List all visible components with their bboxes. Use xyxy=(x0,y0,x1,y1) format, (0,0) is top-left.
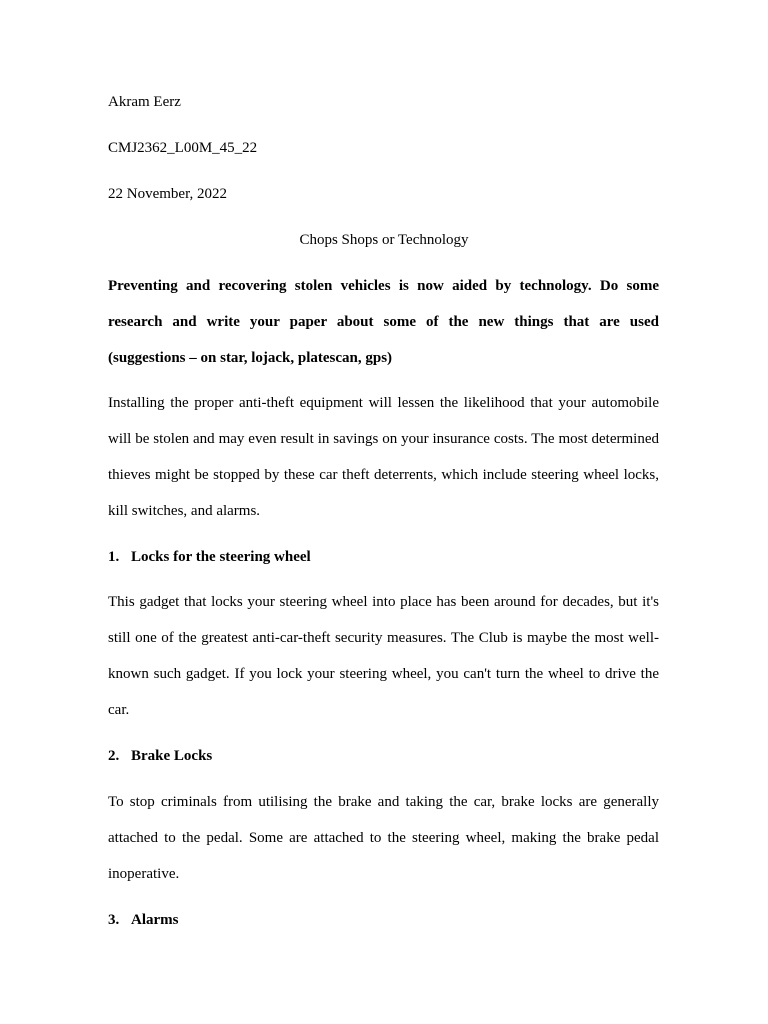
section-number: 3. xyxy=(108,912,120,928)
author-name: Akram Eerz xyxy=(108,94,181,110)
document-title: Chops Shops or Technology xyxy=(299,232,469,248)
course-code: CMJ2362_L00M_45_22 xyxy=(108,140,258,156)
section-number: 1. xyxy=(108,549,120,565)
section-body-2: To stop criminals from utilising the brake and taking the car, brake locks are generally attached to the pedal. Some are attached to the steering wheel, making the brake pedal inoperative. xyxy=(108,794,659,882)
section-heading-text: Locks for the steering wheel xyxy=(131,549,311,565)
section-heading-text: Alarms xyxy=(131,912,179,928)
assignment-prompt: Preventing and recovering stolen vehicles is now aided by technology. Do some research and write your paper about some of the new things that are used (suggestions – on star, lojack, platescan, gps) xyxy=(108,278,659,366)
section-heading-3 xyxy=(108,910,179,930)
section-number: 2. xyxy=(108,748,120,764)
section-heading-1 xyxy=(108,547,311,567)
section-heading-text: Brake Locks xyxy=(131,748,213,764)
section-heading-2 xyxy=(108,746,212,766)
intro-paragraph: Installing the proper anti-theft equipment will lessen the likelihood that your automobile will be stolen and may even result in savings on your insurance costs. The most determined thieves might be stopped by these car theft deterrents, which include steering wheel locks, kill switches, and alarms. xyxy=(108,395,659,519)
document-date: 22 November, 2022 xyxy=(108,186,227,202)
section-body-1: This gadget that locks your steering wheel into place has been around for decades, but it's still one of the greatest anti-car-theft security measures. The Club is maybe the most well-known such gadget. If you lock your steering wheel, you can't turn the wheel to drive the car. xyxy=(108,594,659,718)
